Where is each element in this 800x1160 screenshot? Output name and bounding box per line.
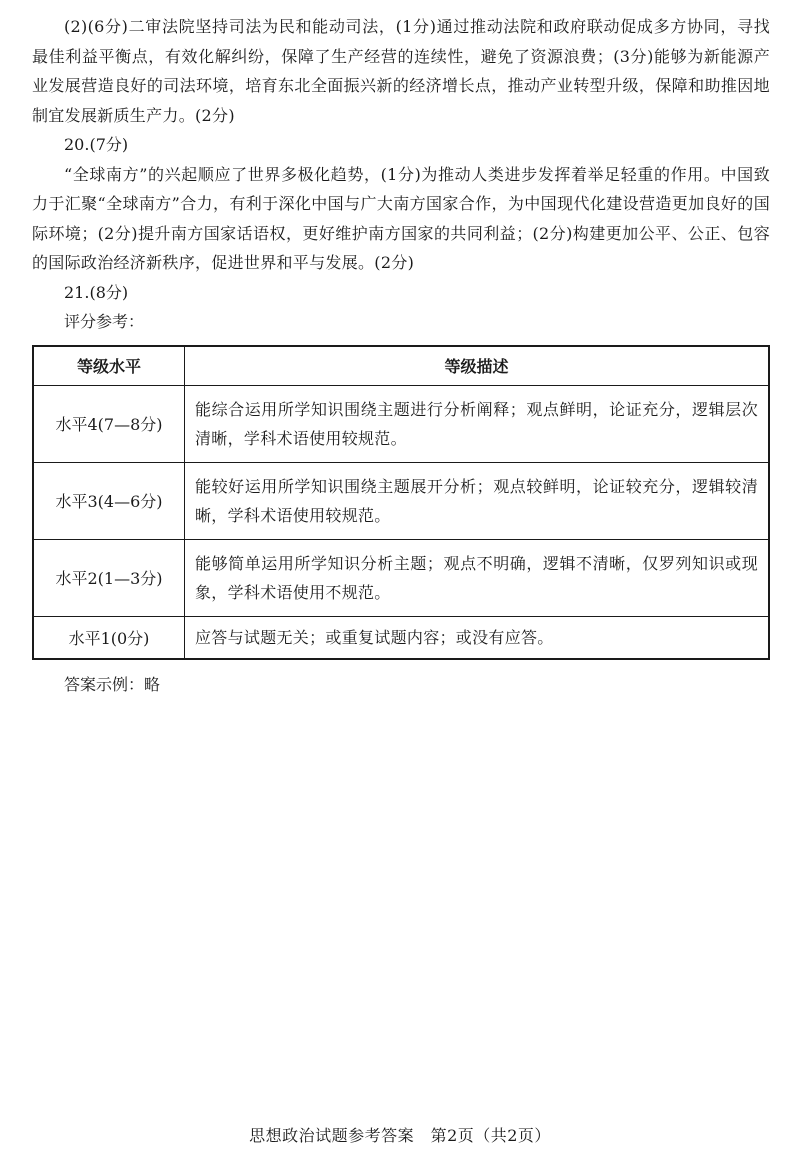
header-level: 等级水平	[33, 346, 185, 386]
description-cell: 应答与试题无关；或重复试题内容；或没有应答。	[185, 616, 770, 659]
table-row	[33, 462, 769, 539]
scoring-reference-label: 评分参考：	[64, 312, 145, 331]
level-cell: 水平1(0分)	[33, 616, 185, 659]
answer-content	[32, 12, 770, 699]
q20-heading: 20.(7分)	[64, 135, 129, 154]
level-cell: 水平2(1—3分)	[33, 539, 185, 616]
table-row	[33, 385, 769, 462]
description-cell: 能够简单运用所学知识分析主题；观点不明确，逻辑不清晰，仅罗列知识或现象，学科术语使用不规范。	[185, 539, 770, 616]
grading-table-header-row	[33, 346, 769, 386]
q20-answer: “全球南方”的兴起顺应了世界多极化趋势，(1分)为推动人类进步发挥着举足轻重的作用。中国致力于汇聚“全球南方”合力，有利于深化中国与广大南方国家合作，为中国现代化建设营造更加良好的国际环境；(2分)提升南方国家话语权，更好维护南方国家的共同利益；(2分)构建更加公平、公正、包容的国际政治经济新秩序，促进世界和平与发展。(2分)	[32, 164, 770, 272]
grading-table	[32, 345, 770, 660]
page-footer: 思想政治试题参考答案 第2页（共2页）	[249, 1126, 551, 1145]
description-cell: 能综合运用所学知识围绕主题进行分析阐释；观点鲜明，论证充分，逻辑层次清晰，学科术语使用较规范。	[185, 385, 770, 462]
table-row	[33, 616, 769, 659]
header-description: 等级描述	[185, 346, 770, 386]
table-row	[33, 539, 769, 616]
level-cell: 水平4(7—8分)	[33, 385, 185, 462]
description-cell: 能较好运用所学知识围绕主题展开分析；观点较鲜明，论证较充分，逻辑较清晰，学科术语使用较规范。	[185, 462, 770, 539]
level-cell: 水平3(4—6分)	[33, 462, 185, 539]
answer-example: 答案示例：略	[64, 674, 161, 694]
q21-heading: 21.(8分)	[64, 282, 129, 302]
q19-part2-answer: (2)(6分)二审法院坚持司法为民和能动司法，(1分)通过推动法院和政府联动促成多方协同，寻找最佳利益平衡点，有效化解纠纷，保障了生产经营的连续性，避免了资源浪费；(3分)能够为新能源产业发展营造良好的司法环境，培育东北全面振兴新的经济增长点，推动产业转型升级，保障和助推因地制宜发展新质生产力。(2分)	[32, 17, 770, 125]
